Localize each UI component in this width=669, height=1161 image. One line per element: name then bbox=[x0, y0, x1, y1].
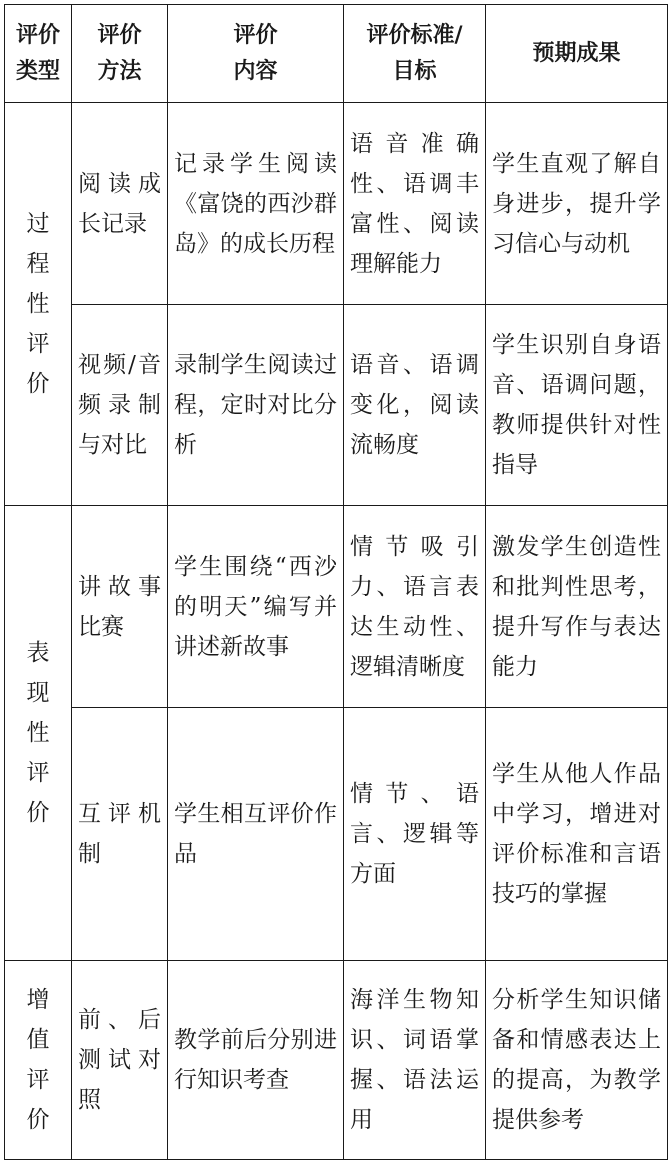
cell-outcome: 学生识别自身语音、语调问题，教师提供针对性指导 bbox=[486, 305, 668, 506]
cell-method: 阅读成长记录 bbox=[72, 103, 168, 305]
cell-standard: 情节吸引力、语言表达生动性、逻辑清晰度 bbox=[344, 506, 486, 708]
table-row bbox=[5, 305, 668, 506]
group-type-label: 增 值 评 价 bbox=[26, 987, 50, 1133]
cell-method: 互评机制 bbox=[72, 708, 168, 961]
cell-outcome: 学生从他人作品中学习，增进对评价标准和言语技巧的掌握 bbox=[486, 708, 668, 961]
cell-standard: 情节、语言、逻辑等方面 bbox=[344, 708, 486, 961]
table-row bbox=[5, 708, 668, 961]
table-row bbox=[5, 103, 668, 305]
cell-content: 教学前后分别进行知识考查 bbox=[168, 961, 344, 1160]
cell-content: 学生围绕“西沙的明天”编写并讲述新故事 bbox=[168, 506, 344, 708]
cell-outcome: 分析学生知识储备和情感表达上的提高，为教学提供参考 bbox=[486, 961, 668, 1160]
group-type-label: 表 现 性 评 价 bbox=[26, 640, 50, 826]
cell-content: 学生相互评价作品 bbox=[168, 708, 344, 961]
cell-content: 记录学生阅读《富饶的西沙群岛》的成长历程 bbox=[168, 103, 344, 305]
cell-standard: 海洋生物知识、词语掌握、语法运用 bbox=[344, 961, 486, 1160]
header-type: 评价 类型 bbox=[5, 5, 72, 103]
cell-standard: 语音、语调变化，阅读流畅度 bbox=[344, 305, 486, 506]
header-method: 评价 方法 bbox=[72, 5, 168, 103]
evaluation-table bbox=[4, 4, 668, 1160]
group-type-value-added bbox=[5, 961, 72, 1160]
cell-standard: 语音准确性、语调丰富性、阅读理解能力 bbox=[344, 103, 486, 305]
header-content: 评价 内容 bbox=[168, 5, 344, 103]
table-row bbox=[5, 961, 668, 1160]
cell-content: 录制学生阅读过程，定时对比分析 bbox=[168, 305, 344, 506]
cell-method: 视频/音频录制与对比 bbox=[72, 305, 168, 506]
cell-outcome: 激发学生创造性和批判性思考，提升写作与表达能力 bbox=[486, 506, 668, 708]
table-row bbox=[5, 506, 668, 708]
cell-outcome: 学生直观了解自身进步，提升学习信心与动机 bbox=[486, 103, 668, 305]
header-row bbox=[5, 5, 668, 103]
group-type-label: 过 程 性 评 价 bbox=[26, 211, 50, 397]
cell-method: 前、后测试对照 bbox=[72, 961, 168, 1160]
header-standard: 评价标准/ 目标 bbox=[344, 5, 486, 103]
cell-method: 讲故事比赛 bbox=[72, 506, 168, 708]
group-type-performance bbox=[5, 506, 72, 961]
group-type-process bbox=[5, 103, 72, 506]
header-outcome: 预期成果 bbox=[486, 5, 668, 103]
